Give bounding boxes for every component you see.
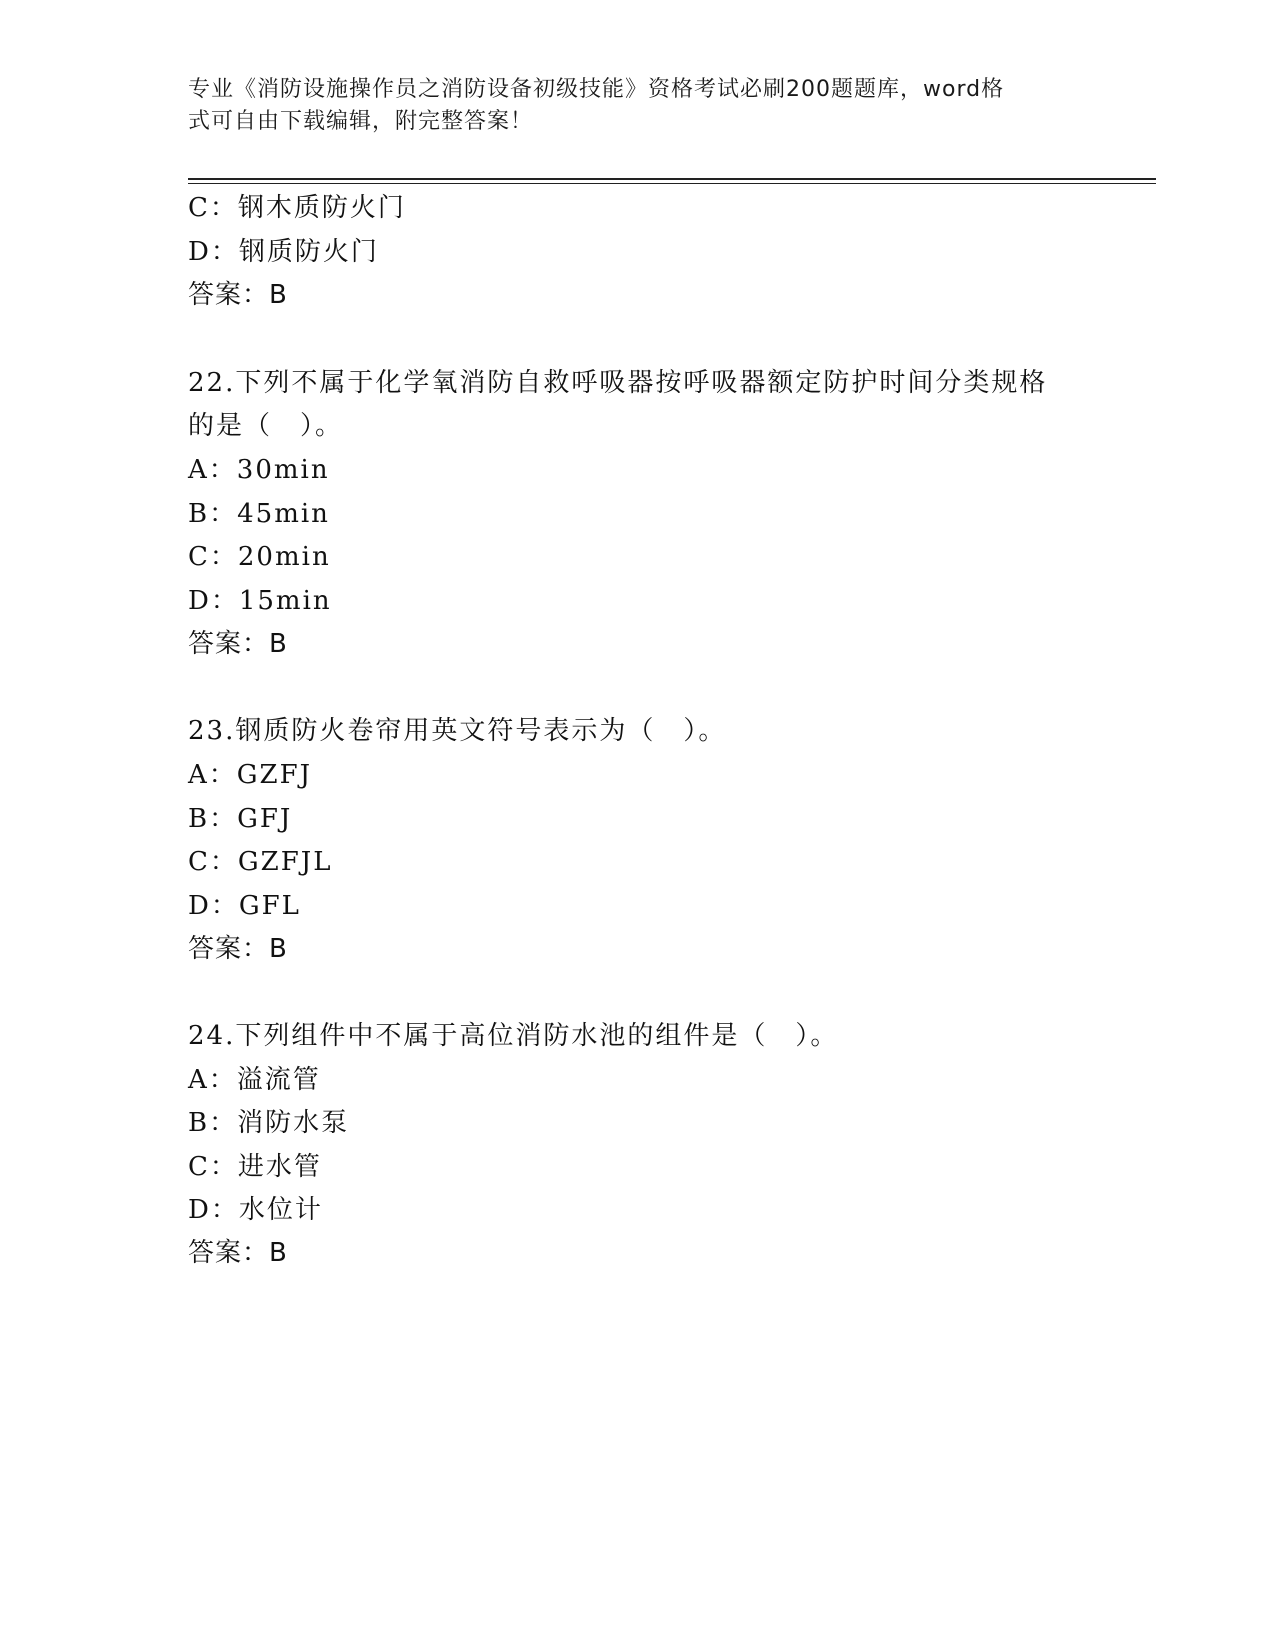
q24-option-a: A：溢流管 (188, 1065, 321, 1095)
q23-stem-line-1: 23.钢质防火卷帘用英文符号表示为（ ）。 (188, 716, 727, 746)
q23-option-b: B：GFJ (188, 804, 293, 834)
q23-answer: 答案：B (188, 934, 288, 964)
q24-option-d: D：水位计 (188, 1195, 323, 1225)
q24-stem-line-1: 24.下列组件中不属于高位消防水池的组件是（ ）。 (188, 1021, 839, 1051)
q23-option-c: C：GZFJL (188, 847, 333, 877)
q24-answer: 答案：B (188, 1238, 288, 1268)
header-divider-thick (188, 178, 1156, 180)
q22-option-d: D：15min (188, 586, 332, 616)
header-line-2: 式可自由下载编辑，附完整答案！ (188, 109, 534, 134)
page-header (188, 74, 1068, 138)
q21-option-c: C：钢木质防火门 (188, 193, 406, 223)
q22-stem-line-2: 的是（ ）。 (188, 411, 344, 441)
header-divider-thin (188, 183, 1156, 184)
q22-option-b: B：45min (188, 499, 330, 529)
header-line-1: 专业《消防设施操作员之消防设备初级技能》资格考试必刷200题题库，word格 (188, 77, 1005, 102)
q22-answer: 答案：B (188, 629, 288, 659)
q24-option-c: C：进水管 (188, 1152, 322, 1182)
q22-option-a: A：30min (188, 455, 330, 485)
q23-option-a: A：GZFJ (188, 760, 313, 790)
q24-option-b: B：消防水泵 (188, 1108, 350, 1138)
q21-answer: 答案：B (188, 280, 288, 310)
q23-option-d: D：GFL (188, 891, 301, 921)
q21-option-d: D：钢质防火门 (188, 237, 379, 267)
q22-option-c: C：20min (188, 542, 331, 572)
q22-stem-line-1: 22.下列不属于化学氧消防自救呼吸器按呼吸器额定防护时间分类规格 (188, 368, 1048, 398)
